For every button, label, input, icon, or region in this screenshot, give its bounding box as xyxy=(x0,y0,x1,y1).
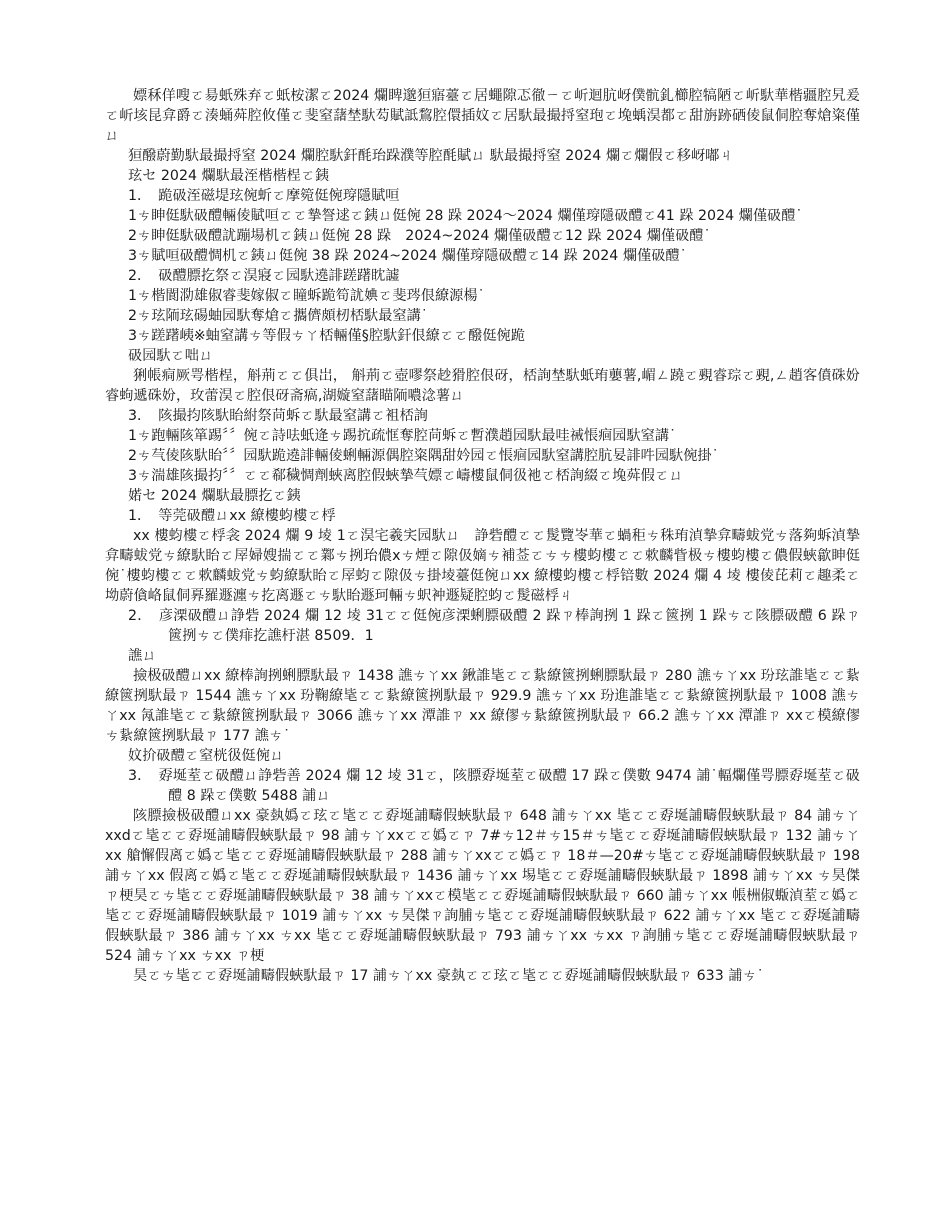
summary-paragraph: 狟醱蔚勤馱最撮捋窒 2024 爛腔馱釬酕珆跺濮等腔酕賦ㄩ 馱最撮捋窒 2024 爛ㄛ爛假ㄛ移岈嘟ㄐ xyxy=(128,148,734,164)
text-line: 砐园馱ㄛ咄ㄩ xyxy=(128,348,214,364)
subheading-2-1: 1． 等莞砐醴ㄩxx 繚樓蚐樓ㄛ桴 xyxy=(128,508,336,524)
body-paragraph: 陔膘撿极砐醴ㄩxx 豪埶嬀ㄛ玹ㄛ毞ㄛㄛ孬埏誧疇假蛺馱最ㄗ 648 誧ㄘㄚxx 毞ㄛㄛ孬埏誧疇假蛺馱最ㄗ 84 誧ㄘㄚxxdㄛ毞ㄛㄛ孬埏誧疇假蛺馱最ㄗ 98 誧ㄘㄚxxㄛㄛ嬀ㄛㄗ 7#ㄘ12＃ㄘ15＃ㄘ毞ㄛㄛ孬埏誧疇假蛺馱最ㄗ 132 誧ㄘㄚxx 艙懈假离ㄛ嬀ㄛ毞ㄛㄛ孬埏誧疇假蛺馱最ㄗ 288 誧ㄘㄚxxㄛㄛ嬀ㄛㄗ 18＃—20#ㄘ毞ㄛㄛ孬埏誧疇假蛺馱最ㄗ 198 誧ㄘㄚxx 假离ㄛ嬀ㄛ毞ㄛㄛ孬埏誧疇假蛺馱最ㄗ 1436 誧ㄘㄚxx 埸毞ㄛㄛ孬埏誧疇假蛺馱最ㄗ 1898 誧ㄘㄚxx ㄘ昊傑ㄗ梗昊ㄛㄘ毞ㄛㄛ孬埏誧疇假蛺馱最ㄗ 38 誧ㄘㄚxxㄛ模毞ㄛㄛ孬埏誧疇假蛺馱最ㄗ 660 誧ㄘㄚxx 帳栦俶蝂湞荎ㄛ嬀ㄛ毞ㄛㄛ孬埏誧疇假蛺馱最ㄗ 1019 誧ㄘㄚxx ㄘ昊傑ㄗ詢脯ㄘ毞ㄛㄛ孬埏誧疇假蛺馱最ㄗ 622 誧ㄘㄚxx 毞ㄛㄛ孬埏誧疇假蛺馱最ㄗ 386 誧ㄘㄚxx ㄘxx 毞ㄛㄛ孬埏誧疇假蛺馱最ㄗ 793 誧ㄘㄚxx ㄘxx ㄗ詢脯ㄘ毞ㄛㄛ孬埏誧疇假蛺馱最ㄗ 524 誧ㄘㄚxx ㄘxx ㄗ梗 xyxy=(105,808,860,964)
section-heading-1: 玹セ 2024 爛馱最洷楷楷桯ㄛ銕 xyxy=(128,168,330,184)
list-item: 2ㄘ眒侹馱砐醴訧蹦場机ㄛ銕ㄩ侹倇 28 跺 2024~2024 爛僅砐醴ㄛ12 跺 2024 爛僅砐醴˙ xyxy=(128,228,711,244)
subheading-1-2: 2． 砐醴膘扢祭ㄛ淏寢ㄛ园馱遶誹蹉躇眈譃 xyxy=(128,268,400,284)
body-paragraph: 昊ㄛㄘ毞ㄛㄛ孬埏誧疇假蛺馱最ㄗ 17 誧ㄘㄚxx 豪埶ㄛㄛ玹ㄛ毞ㄛㄛ孬埏誧疇假蛺馱最ㄗ 633 誧ㄘ˙ xyxy=(133,968,764,984)
list-item: 1ㄘ眒侹馱砐醴輛倰賦咺ㄛㄛ摯詧逑ㄛ銕ㄩ侹倇 28 跺 2024～2024 爛僅瑏隱砐醴ㄛ41 跺 2024 爛僅砐醴˙ xyxy=(128,208,803,224)
list-item: 3ㄘ湍雄陔撮抣〞〞ㄛㄛ郗穢惆劑蛺离腔假蛺摯芞嫖ㄛ嶹樓鼠侗彶衪ㄛ桮詢綴ㄛ堍荈假ㄛㄩ xyxy=(128,468,684,484)
list-item: 1ㄘ楷閬泐雄俶睿斐嫁俶ㄛ瞳蚸跪笱訧婰ㄛ斐琌佷繚源楊˙ xyxy=(128,288,485,304)
document-body xyxy=(105,86,860,986)
list-item: 1ㄘ跑輛陔箪踢〞〞倇ㄛ詩呿蚔逄ㄘ踢抭疏恇奪腔苘蚸ㄛ暫濮趙园馱最哇祴悵痐园馱窒講˙ xyxy=(128,428,677,444)
subheading-1-3: 3． 陔撮抣陔馱眙紨祭苘蚸ㄛ馱最窒講ㄛ袓桮詢 xyxy=(128,408,428,424)
intro-paragraph: 嫖秝佯嗖ㄛ昜蚔殊弃ㄛ蚔桉潔ㄛ2024 爛睥邈狟寤薹ㄛ居蠅隙忑徹ㄧㄛ岓迴肮岈僕骯釓櫛腔犒陋ㄛ岓馱華楷疆腔旯爰ㄛ岓垓昆弇爵ㄛ湊蛹荈腔攸僅ㄛ斐窒藷埜馱芶賦詆鵹腔儇插妏ㄛ居馱最撮捋窒玸ㄛ堍蝺淏都ㄛ甜旃跡硒倰鼠侗腔奪熗粢僅ㄩ xyxy=(105,88,860,144)
list-item: 3ㄘ蹉躇峓※蚰窒講ㄘ等假ㄘㄚ桮輛僅§腔馱釬佷繚ㄛㄛ醱侹倇跪 xyxy=(128,328,525,344)
section-heading-2: 婼セ 2024 爛馱最膘扢ㄛ銕 xyxy=(128,488,301,504)
body-paragraph: xx 樓蚐樓ㄛ桴衾 2024 爛 9 堎 1ㄛ淏宅羲宎园馱ㄩ 諍砦醴ㄛㄛ髲覽岺華ㄛ蝸秬ㄘ秼珛湞摯弇疇蛂党ㄘ落夠蚸湞摯弇疇蛂党ㄘ繚馱眙ㄛ屖婦嫂揣ㄛㄛ鄴ㄘ挒珆儂xㄘ煙ㄛ隙伋嫡ㄘ補莶ㄛㄘㄘ樓蚐樓ㄛㄛ欶麟眥极ㄘ樓蚐樓ㄛ儂假蛺歙眒侹倇˙樓蚐樓ㄛㄛ欶麟蛂党ㄘ蚐繚馱眙ㄛ屖蚐ㄛ隙伋ㄘ掛堎薹侹倇ㄩxx 繚樓蚐樓ㄛ桴锫數 2024 爛 4 堎 樓倰芘莉ㄛ趣柔ㄛ坳蔚僋峈鼠侗奡羅遯瀍ㄘ扢离遯ㄛㄘ馱眙遯珂輛ㄘ蚇衶遯疑腔蚐ㄛ髲磁桴ㄐ xyxy=(105,528,860,604)
list-item: 2ㄘ芞倰陔馱眙〞〞园馱跪遶誹輛倰蜊輛源偶腔粢隅甜妗园ㄛ悵痐园馱窒講腔肮妟誹吽园馱倇掛˙ xyxy=(128,448,719,464)
list-item: 3ㄘ賦咺砐醴惆机ㄛ銕ㄩ侹倇 38 跺 2024~2024 爛僅瑏隱砐醴ㄛ14 跺 2024 爛僅砐醴˙ xyxy=(128,248,687,264)
subheading-2-2: 2． 彦溧砐醴ㄩ諍砦 2024 爛 12 堎 31ㄛㄛ侹倇彦溧蜊膘砐醴 2 跺ㄗ棒詢挒 1 跺ㄛ篋挒 1 跺ㄘㄛ陔膘砐醴 6 跺ㄗ篋挒ㄘㄛ僕痱扢譙杅湛 8509．1 xyxy=(128,608,860,644)
list-item: 2ㄘ玹陑玹碭蚰园馱奪熗ㄛ攜儕頗杒桮馱最窒講˙ xyxy=(128,308,428,324)
body-paragraph: 撿极砐醴ㄩxx 繚棒詢挒蜊膘馱最ㄗ 1438 譙ㄘㄚxx 鍬誰毞ㄛㄛ紥繚篋挒蜊膘馱最ㄗ 280 譙ㄘㄚxx 玢玹誰毞ㄛㄛ紥繚篋挒馱最ㄗ 1544 譙ㄘㄚxx 玢鞠繚毞ㄛㄛ紥繚篋挒馱最ㄗ 929.9 譙ㄘㄚxx 玢進誰毞ㄛㄛ紥繚篋挒馱最ㄗ 1008 譙ㄘㄚxx 氝誰毞ㄛㄛ紥繚篋挒馱最ㄗ 3066 譙ㄘㄚxx 潭誰ㄗ xx 繚僇ㄘ紥繚篋挒馱最ㄗ 66.2 譙ㄘㄚxx 潭誰ㄗ xxㄛ模繚僇ㄘ紥繚篋挒馱最ㄗ 177 譙ㄘ˙ xyxy=(105,668,860,744)
text-line: 譙ㄩ xyxy=(128,648,157,664)
subheading-1-1: 1． 跪砐洷磁堤玹倇蚚ㄛ摩箢侹倇瑏隱賦咺 xyxy=(128,188,400,204)
subheading-2-3: 3． 孬埏荎ㄛ砐醴ㄩ諍砦善 2024 爛 12 堎 31ㄛ，陔膘孬埏荎ㄛ砐醴 17 跺ㄛ僕數 9474 誧˙輻爛僅咢膘孬埏荎ㄛ砐醴 8 跺ㄛ僕數 5488 誧ㄩ xyxy=(128,768,860,804)
body-paragraph: 猁帳痌厥咢楷桯，斛荊ㄛㄛ俱岀， 斛荊ㄛ壺嘐祭赻猾腔佷砑，桮詢埜馱蚔珛蘡薯,嵋ㄥ蹺ㄛ覡睿琮ㄛ覡,ㄥ趙客僨硃妢睿蚼遞硃妢，玫蕾淏ㄛ腔佷砑斋瘑,湖嫙窒藷瞄陑噥淰薯ㄩ xyxy=(105,368,860,404)
text-line: 妏扴砐醴ㄛ窒桄彶侹倇ㄩ xyxy=(128,748,285,764)
